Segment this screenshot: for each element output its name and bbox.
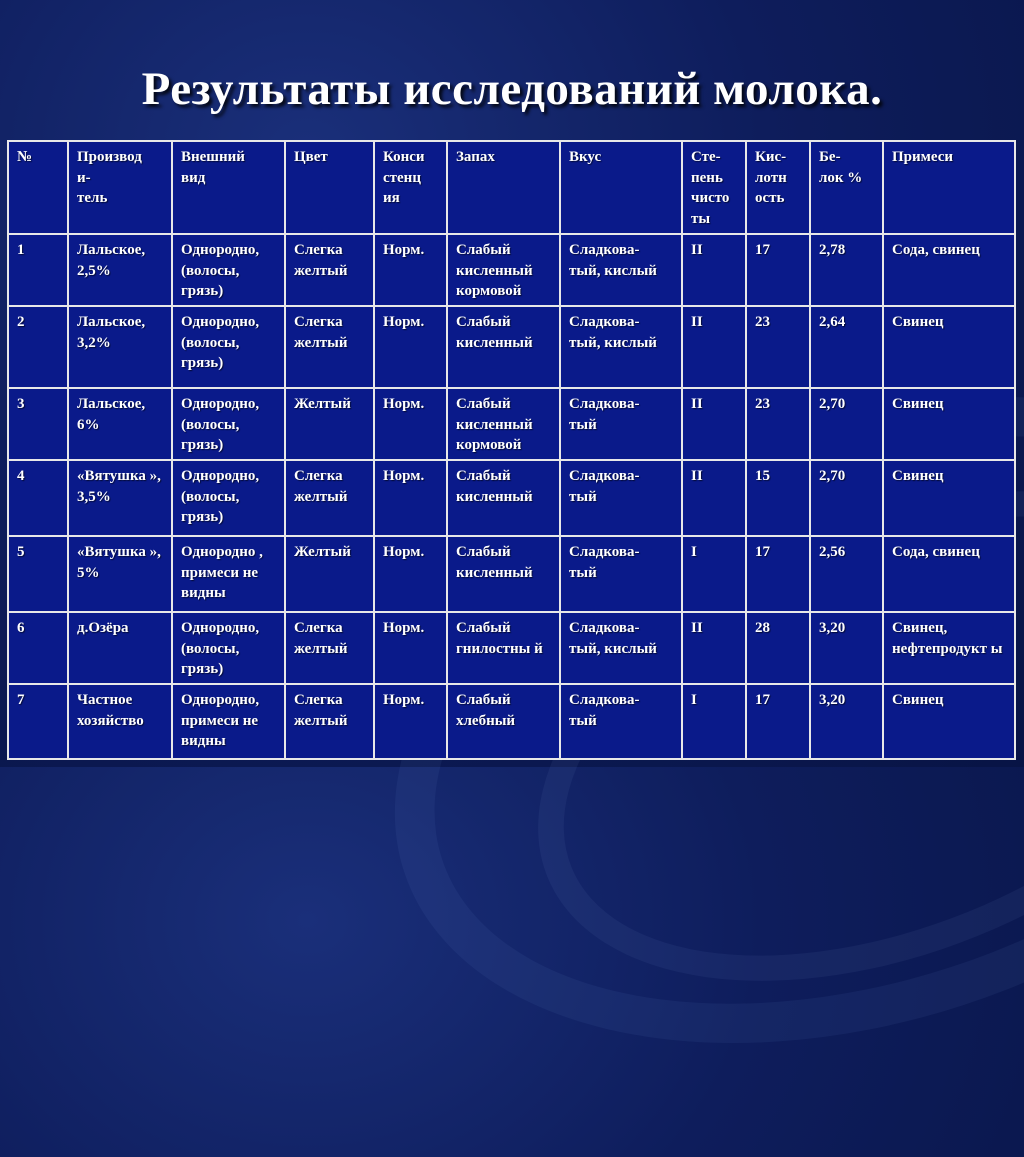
cell-producer: Лальское, 6% [68,388,172,460]
cell-number: 7 [8,684,68,759]
cell-producer: «Вятушка », 5% [68,536,172,612]
table-row [8,388,1015,460]
cell-acidity: 15 [746,460,810,536]
table-row [8,536,1015,612]
cell-impurities: Свинец, нефтепродукт ы [883,612,1015,684]
cell-impurities: Свинец [883,306,1015,388]
cell-producer: д.Озёра [68,612,172,684]
cell-taste: Сладкова- тый [560,460,682,536]
cell-purity: II [682,612,746,684]
cell-appearance: Однородно, (волосы, грязь) [172,388,285,460]
cell-purity: I [682,536,746,612]
cell-appearance: Однородно, примеси не видны [172,684,285,759]
cell-taste: Сладкова- тый [560,536,682,612]
cell-smell: Слабый кисленный кормовой [447,234,560,306]
cell-number: 6 [8,612,68,684]
cell-consistency: Норм. [374,612,447,684]
cell-appearance: Однородно , примеси не видны [172,536,285,612]
table-header-row [8,141,1015,234]
cell-impurities: Сода, свинец [883,536,1015,612]
header-cell: Запах [447,141,560,234]
header-cell: Бе- лок % [810,141,883,234]
cell-smell: Слабый хлебный [447,684,560,759]
cell-consistency: Норм. [374,388,447,460]
cell-producer: Лальское, 3,2% [68,306,172,388]
cell-producer: «Вятушка », 3,5% [68,460,172,536]
table-row [8,612,1015,684]
cell-acidity: 17 [746,234,810,306]
header-cell: Сте- пень чисто ты [682,141,746,234]
cell-color: Желтый [285,536,374,612]
cell-consistency: Норм. [374,234,447,306]
cell-consistency: Норм. [374,536,447,612]
cell-acidity: 17 [746,536,810,612]
header-cell: Внешний вид [172,141,285,234]
table-row [8,684,1015,759]
cell-impurities: Свинец [883,460,1015,536]
cell-impurities: Свинец [883,684,1015,759]
table-row [8,306,1015,388]
cell-taste: Сладкова- тый, кислый [560,306,682,388]
cell-number: 1 [8,234,68,306]
cell-appearance: Однородно, (волосы, грязь) [172,306,285,388]
cell-protein: 2,70 [810,460,883,536]
cell-appearance: Однородно, (волосы, грязь) [172,234,285,306]
header-cell: Производ и- тель [68,141,172,234]
cell-color: Слегка желтый [285,306,374,388]
cell-consistency: Норм. [374,684,447,759]
cell-protein: 3,20 [810,684,883,759]
header-cell: Примеси [883,141,1015,234]
cell-producer: Частное хозяйство [68,684,172,759]
cell-number: 4 [8,460,68,536]
cell-smell: Слабый кисленный кормовой [447,388,560,460]
cell-protein: 2,64 [810,306,883,388]
slide-title: Результаты исследований молока. [141,63,883,115]
cell-color: Желтый [285,388,374,460]
results-table [7,140,1016,760]
cell-taste: Сладкова- тый [560,684,682,759]
cell-purity: I [682,684,746,759]
cell-impurities: Сода, свинец [883,234,1015,306]
header-cell: Конси стенц ия [374,141,447,234]
cell-appearance: Однородно, (волосы, грязь) [172,612,285,684]
cell-smell: Слабый гнилостны й [447,612,560,684]
cell-purity: II [682,306,746,388]
cell-acidity: 23 [746,388,810,460]
cell-color: Слегка желтый [285,234,374,306]
cell-purity: II [682,234,746,306]
cell-smell: Слабый кисленный [447,460,560,536]
cell-protein: 2,56 [810,536,883,612]
cell-consistency: Норм. [374,306,447,388]
cell-number: 3 [8,388,68,460]
cell-number: 2 [8,306,68,388]
cell-appearance: Однородно, (волосы, грязь) [172,460,285,536]
header-cell: Кис- лотн ость [746,141,810,234]
cell-purity: II [682,460,746,536]
cell-protein: 3,20 [810,612,883,684]
cell-color: Слегка желтый [285,684,374,759]
table-row [8,234,1015,306]
table-row [8,460,1015,536]
cell-producer: Лальское, 2,5% [68,234,172,306]
cell-smell: Слабый кисленный [447,306,560,388]
cell-impurities: Свинец [883,388,1015,460]
cell-protein: 2,70 [810,388,883,460]
cell-color: Слегка желтый [285,460,374,536]
cell-purity: II [682,388,746,460]
cell-smell: Слабый кисленный [447,536,560,612]
header-cell: Вкус [560,141,682,234]
cell-acidity: 23 [746,306,810,388]
cell-color: Слегка желтый [285,612,374,684]
cell-taste: Сладкова- тый [560,388,682,460]
cell-acidity: 17 [746,684,810,759]
cell-taste: Сладкова- тый, кислый [560,612,682,684]
cell-consistency: Норм. [374,460,447,536]
header-cell: Цвет [285,141,374,234]
cell-number: 5 [8,536,68,612]
cell-acidity: 28 [746,612,810,684]
header-cell: № [8,141,68,234]
cell-protein: 2,78 [810,234,883,306]
cell-taste: Сладкова- тый, кислый [560,234,682,306]
